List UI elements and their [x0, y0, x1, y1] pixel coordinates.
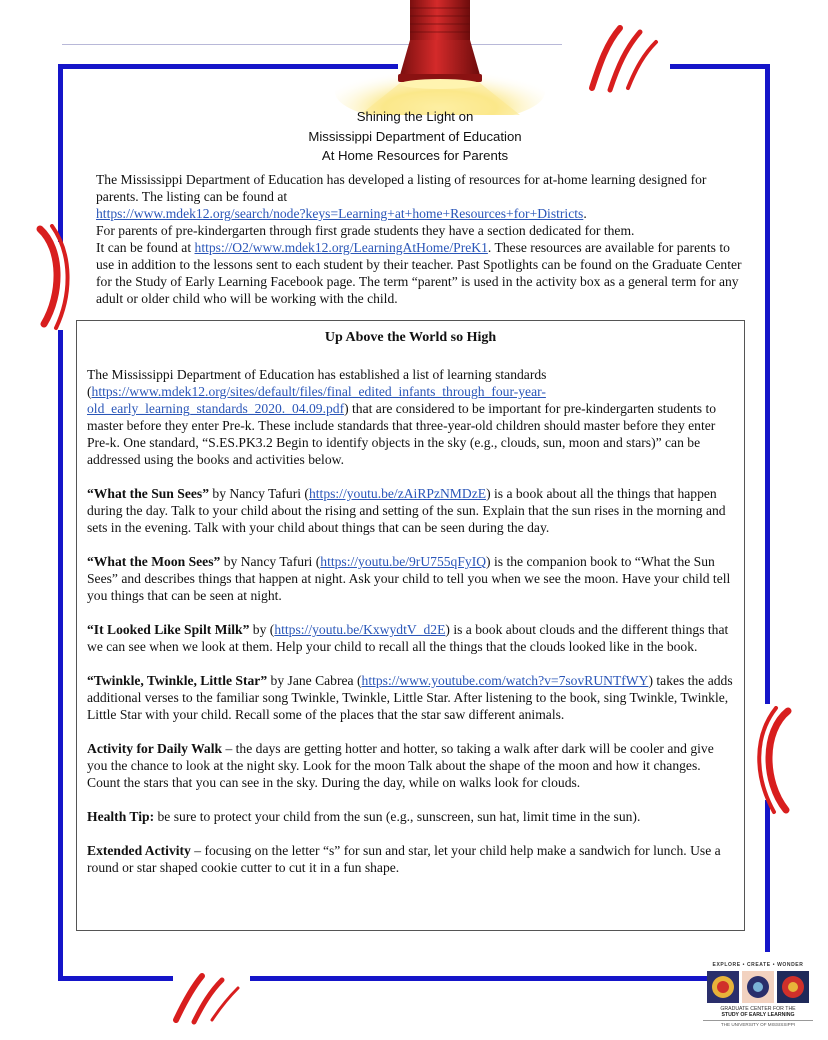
book-twinkle-paragraph [87, 672, 737, 723]
heading-line-2: Mississippi Department of Education [308, 128, 522, 144]
page-heading [230, 107, 600, 166]
frame-bottom-mid [250, 976, 710, 981]
activity-title: Activity for Daily Walk [87, 741, 223, 756]
frame-top-right [670, 64, 770, 69]
red-swoosh-icon [748, 706, 798, 816]
graduate-center-logo [703, 962, 813, 1036]
heading-line-3: At Home Resources for Parents [321, 148, 509, 163]
book-sun-link[interactable]: https://youtu.be/zAiRPzNMDzE [308, 486, 487, 501]
heading-line-1: Shining the Light on [356, 109, 474, 124]
activity-text: – focusing on the letter “s” for sun and star, let your child help make a sandwich for lunch. Use a round or star shaped cookie cutter to cut it in a fun shape. [87, 843, 721, 875]
frame-left-bottom [58, 330, 63, 980]
intro-paragraph-1 [96, 171, 746, 222]
activity-box [76, 320, 745, 931]
book-moon-paragraph [87, 553, 737, 604]
frame-right-top [765, 64, 770, 704]
book-moon-link[interactable]: https://youtu.be/9rU755qFyIQ [320, 554, 487, 569]
logo-graphic [703, 968, 813, 1006]
logo-line-3: THE UNIVERSITY OF MISSISSIPPI [703, 1020, 813, 1027]
book-sun-paragraph [87, 485, 737, 536]
standards-text: ) that are considered to be important for pre-kindergarten students to master before they enter Pre-k. These include standards that three-year-old children should master before they enter Pre-k. One standard, “S.ES.PK3.2 Begin to identify objects in the sky (e.g., clouds, sun, moon and stars)” can be addressed using the books and activities below. [87, 401, 717, 467]
intro-paragraph-2: For parents of pre-kindergarten through first grade students they have a section dedicated for them. [96, 223, 635, 238]
book-title: “What the Sun Sees” [87, 486, 209, 501]
standards-link[interactable]: https://www.mdek12.org/sites/default/files/final_edited_infants_through_four-year-old_early_learning_standards_2020._04.09.pdf [87, 384, 546, 416]
book-author: by Jane Cabrea ( [267, 673, 362, 688]
mde-resources-link[interactable]: https://www.mdek12.org/search/node?keys=Learning+at+home+Resources+for+Districts [96, 206, 584, 221]
activity-text: be sure to protect your child from the sun (e.g., sunscreen, sun hat, limit time in the sun). [154, 809, 641, 824]
logo-line-1: GRADUATE CENTER FOR THE [720, 1006, 796, 1012]
book-description: ) is the companion book to “What the Sun Sees” and describes things that happen at night. Ask your child to tell you when we see the moon. Have your child tell you things that can be seen at night. [87, 554, 731, 603]
flashlight-icon [330, 0, 550, 115]
book-author: by Nancy Tafuri ( [220, 554, 321, 569]
standards-paragraph [87, 366, 737, 468]
red-swoosh-icon [32, 224, 82, 334]
intro-section [96, 171, 746, 307]
frame-bottom-left [58, 976, 173, 981]
book-milk-paragraph [87, 621, 737, 655]
book-title: “What the Moon Sees” [87, 554, 221, 569]
health-tip-paragraph [87, 808, 737, 825]
intro-text: . These resources are available for parents to use in addition to the lessons sent to each student by their teacher. Past Spotlights can be found on the Graduate Center for the Study of Early Learning Facebook page. The term “parent” is used in the activity box as a general term for any adult or older child who will be working with the child. [96, 240, 742, 306]
intro-text: It can be found at [96, 240, 195, 255]
daily-walk-paragraph [87, 740, 737, 791]
intro-period: . [583, 206, 587, 221]
activity-text: – the days are getting hotter and hotter, so taking a walk after dark will be cooler and give you the chance to look at the night sky. Look for the moon Talk about the shape of the moon and how it changes. Count the stars that you can see in the sky. During the day, while on walks look for clouds. [87, 741, 714, 790]
activity-box-body [87, 366, 737, 893]
logo-tagline: EXPLORE • CREATE • WONDER [712, 962, 804, 968]
book-author: by ( [249, 622, 275, 637]
frame-right-bottom [765, 800, 770, 952]
extended-activity-paragraph [87, 842, 737, 876]
activity-box-title: Up Above the World so High [324, 330, 497, 345]
book-description: ) takes the adds additional verses to the familiar song Twinkle, Twinkle, Little Star. After listening to the book, sing Twinkle, Twinkle, Little Star with your child. Recall some of the places that the star saw different animals. [87, 673, 733, 722]
red-swoosh-icon [168, 968, 248, 1028]
book-twinkle-link[interactable]: https://www.youtube.com/watch?v=7sovRUNTfWY [361, 673, 649, 688]
book-description: ) is a book about clouds and the different things that we can see when we look at them. Help your child to recall all the things that the clouds looked like in the book. [87, 622, 729, 654]
book-description: ) is a book about all the things that happen during the day. Talk to your child about the rising and setting of the sun. Explain that the sun rises in the morning and sets in the evening. Talk with your child about things that can be seen during the day. [87, 486, 726, 535]
intro-text: The Mississippi Department of Education has developed a listing of resources for at-home learning designed for parents. The listing can be found at [96, 172, 707, 204]
red-swoosh-icon [582, 18, 662, 100]
activity-title: Health Tip: [87, 809, 155, 824]
logo-line-2: STUDY OF EARLY LEARNING [721, 1012, 795, 1018]
book-title: “Twinkle, Twinkle, Little Star” [87, 673, 268, 688]
book-title: “It Looked Like Spilt Milk” [87, 622, 250, 637]
activity-title: Extended Activity [87, 843, 191, 858]
standards-text: The Mississippi Department of Education has established a list of learning standards ( [87, 367, 547, 399]
book-author: by Nancy Tafuri ( [209, 486, 309, 501]
frame-left-top [58, 64, 63, 242]
book-milk-link[interactable]: https://youtu.be/KxwydtV_d2E [274, 622, 446, 637]
intro-paragraph-3 [96, 239, 746, 307]
prek1-link[interactable]: https://O2/www.mdek12.org/LearningAtHome/PreK1 [194, 240, 488, 255]
